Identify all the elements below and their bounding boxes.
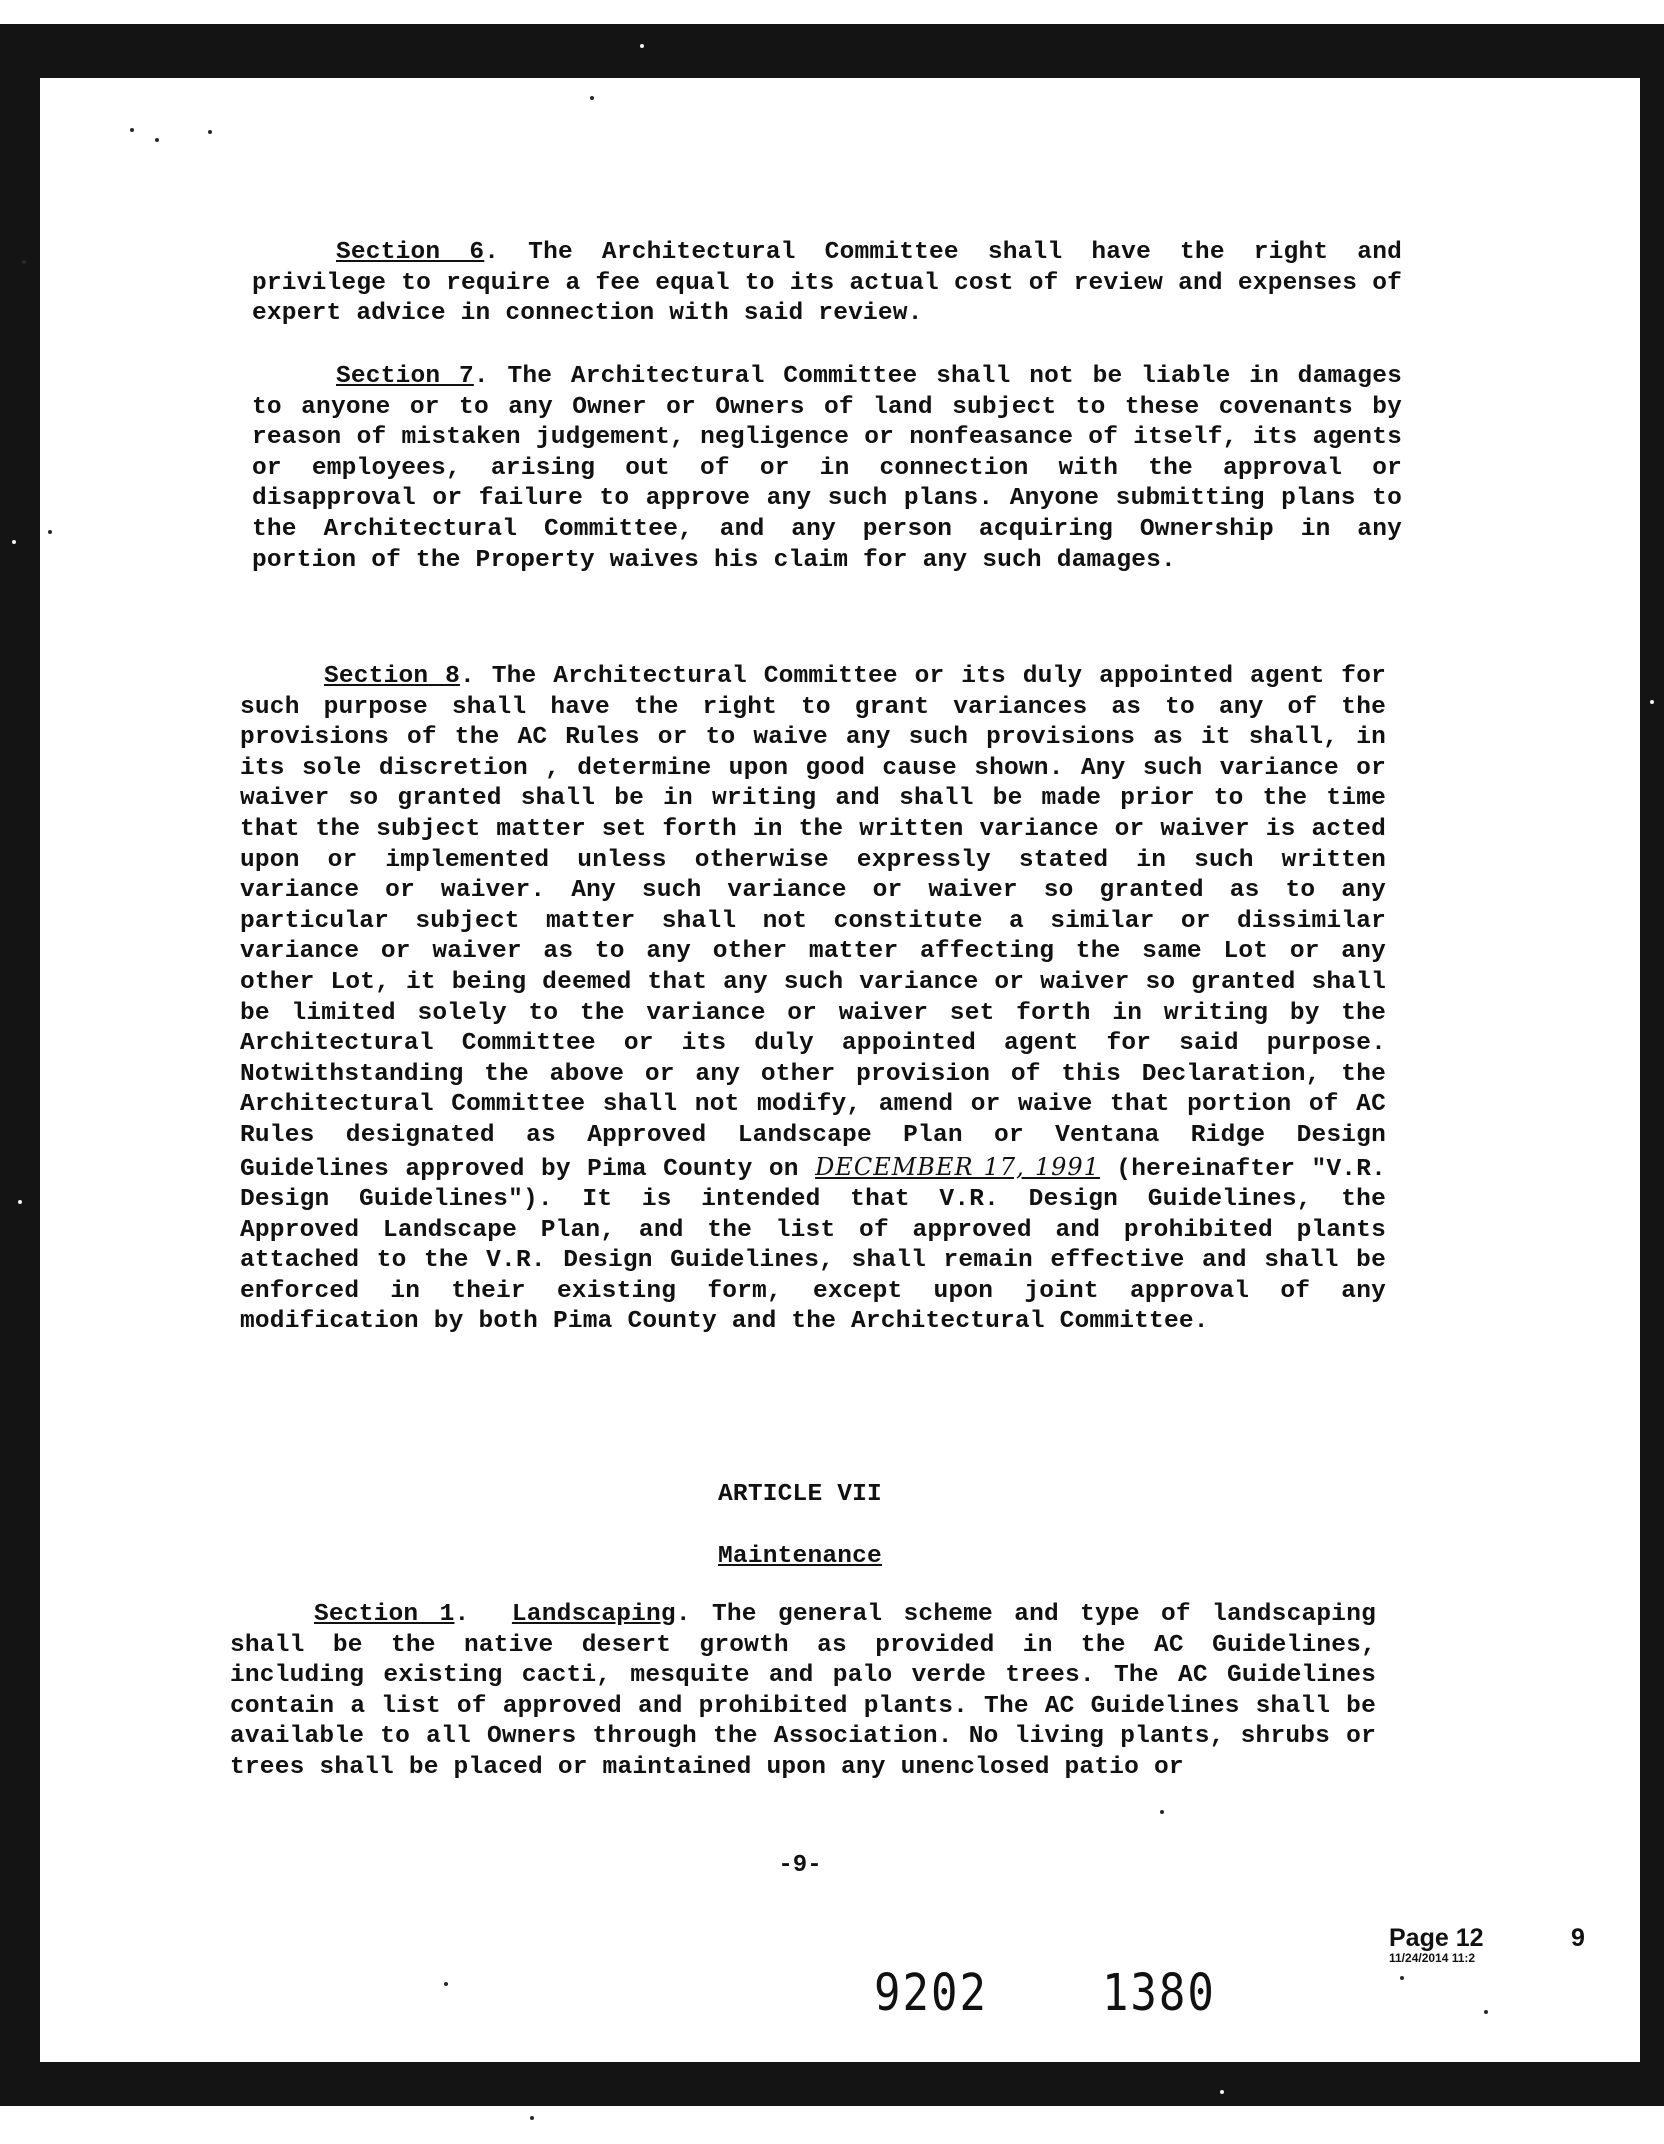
scan-speck xyxy=(48,530,52,534)
section-6-text: . The Architectural Committee shall have the right and privilege to require a fee equal to its actual cost of review and expenses of expert advice in connection with said review. xyxy=(252,239,1402,328)
section-1-heading: Section 1 xyxy=(314,1601,455,1628)
print-stamp xyxy=(1389,1924,1639,1965)
section-6-paragraph xyxy=(252,238,1402,330)
scan-speck xyxy=(1220,2090,1224,2094)
scan-speck xyxy=(1160,1810,1164,1814)
section-1-block xyxy=(230,1600,1376,1784)
article-title: Maintenance xyxy=(718,1543,882,1570)
section-8-block xyxy=(240,662,1386,1338)
scan-border-left xyxy=(0,24,40,2106)
scan-speck xyxy=(130,128,134,132)
section-7-heading: Section 7 xyxy=(336,363,474,390)
section-8-heading: Section 8 xyxy=(324,663,461,690)
scan-speck xyxy=(590,96,594,100)
scan-speck xyxy=(12,540,16,544)
scan-speck xyxy=(208,130,212,134)
section-7-paragraph xyxy=(252,362,1402,576)
section-8-text-after-date: (hereinafter "V.R. Design Guidelines"). It is intended that V.R. Design Guidelines, the Approved Landscape Plan, and the list of approved and prohibited plants attached to the V.R. Design Guidelines, shall remain effective and shall be enforced in their existing form, except upon joint approval of any modification by both Pima County and the Architectural Committee. xyxy=(240,1155,1387,1336)
recording-page: 1380 xyxy=(1101,1964,1216,2023)
scan-speck xyxy=(155,138,159,142)
scan-speck xyxy=(18,1200,22,1204)
section-7-block xyxy=(252,362,1402,576)
section-7-text: . The Architectural Committee shall not be liable in damages to anyone or to any Owner or Owners of land subject to these covenants by reason of mistaken judgement, negligence or nonfeasance of itself, its agents or employees, arising out of or in connection with the approval or disapproval or failure to approve any such plans. Anyone submitting plans to the Architectural Committee, and any person acquiring Ownership in any portion of the Property waives his claim for any such damages. xyxy=(252,363,1402,574)
stamp-datetime: 11/24/2014 11:2 xyxy=(1389,1951,1476,1965)
section-6-heading: Section 6 xyxy=(336,239,485,266)
section-8-paragraph xyxy=(240,662,1386,1338)
section-1-separator: . xyxy=(454,1601,512,1628)
section-8-text-before-date: . The Architectural Committee or its duly appointed agent for such purpose shall have the right to grant variances as to any of the provisions of the AC Rules or to waive any such provisions as it shall, in its sole discretion , determine upon good cause shown. Any such variance or waiver so granted shall be in writing and shall be made prior to the time that the subject matter set forth in the written variance or waiver is acted upon or implemented unless otherwise expressly stated in such written variance or waiver. Any such variance or waiver so granted as to any particular subject matter shall not constitute a similar or dissimilar variance or waiver as to any other matter affecting the same Lot or any other Lot, it being deemed that any such variance or waiver so granted shall be limited solely to the variance or waiver set forth in writing by the Architectural Committee or its duly appointed agent for said purpose. Notwithstanding the above or any other provision of this Declaration, the Architectural Committee shall not modify, amend or waive that portion of AC Rules designated as Approved Landscape Plan or Ventana Ridge Design Guidelines approved by Pima County on xyxy=(240,663,1387,1183)
scan-speck xyxy=(1650,700,1654,704)
scan-border-bottom xyxy=(0,2062,1664,2106)
handwritten-date: DECEMBER 17, 1991 xyxy=(815,1152,1100,1181)
section-1-subheading: Landscaping xyxy=(511,1601,676,1628)
stamp-page-tail: 9 xyxy=(1571,1924,1585,1952)
page-number: -9- xyxy=(778,1852,822,1879)
scan-speck xyxy=(444,1982,448,1986)
scan-border-right xyxy=(1640,24,1664,2106)
scan-speck xyxy=(22,260,26,264)
scan-border-top xyxy=(0,24,1664,78)
scan-speck xyxy=(1400,1976,1404,1980)
stamp-page-label: Page 12 xyxy=(1389,1924,1484,1952)
article-heading: ARTICLE VII xyxy=(718,1481,882,1508)
scan-speck xyxy=(1484,2010,1488,2014)
scan-speck xyxy=(640,44,644,48)
scan-speck xyxy=(530,2116,534,2120)
recording-number xyxy=(874,1964,1216,2023)
recording-docket: 9202 xyxy=(874,1964,988,2023)
section-6-block xyxy=(252,238,1402,330)
section-1-text: . The general scheme and type of landscaping shall be the native desert growth as provided in the AC Guidelines, including existing cacti, mesquite and palo verde trees. The AC Guidelines contain a list of approved and prohibited plants. The AC Guidelines shall be available to all Owners through the Association. No living plants, shrubs or trees shall be placed or maintained upon any unenclosed patio or xyxy=(230,1601,1376,1781)
section-1-paragraph xyxy=(230,1600,1376,1784)
